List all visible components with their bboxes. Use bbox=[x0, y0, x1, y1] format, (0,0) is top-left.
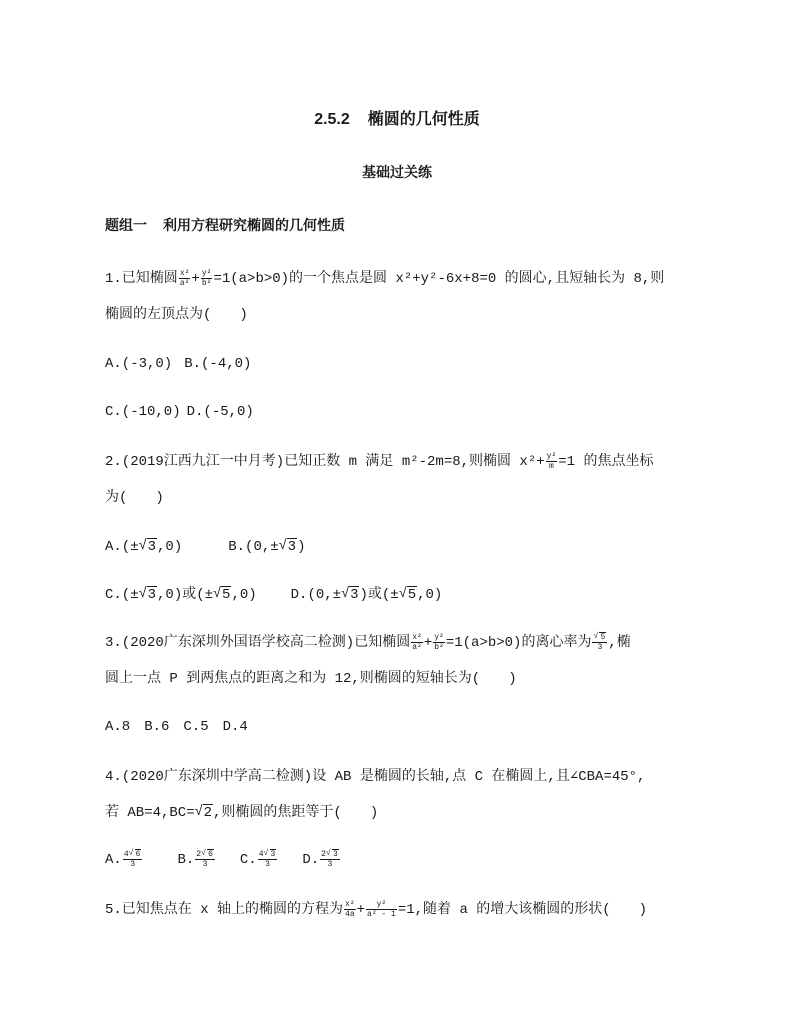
q1-plus: + bbox=[191, 271, 200, 288]
radical-sign: √ bbox=[325, 849, 331, 858]
question-4-line-2 bbox=[105, 803, 378, 823]
q4-c-num bbox=[258, 850, 278, 860]
q4-option-c-fraction bbox=[258, 850, 278, 869]
q1-text-2: =1(a>b>0)的一个焦点是圆 x²+y²-6x+8=0 的圆心,且短轴长为 8,则 bbox=[213, 271, 665, 288]
q3-text-1: 3.(2020广东深圳外国语学校高二检测)已知椭圆 bbox=[105, 635, 411, 652]
q2-d-mid: )或(± bbox=[359, 587, 399, 603]
q1-option-d: D.(-5,0) bbox=[186, 404, 254, 420]
radical-sign: √ bbox=[138, 586, 148, 602]
section-title bbox=[0, 106, 794, 129]
section-title-text: 椭圆的几何性质 bbox=[367, 111, 480, 128]
q4-text-pre: 若 AB=4,BC= bbox=[105, 805, 195, 821]
q4-option-a-fraction bbox=[123, 850, 143, 869]
question-2-options-ab bbox=[105, 537, 305, 557]
q4-d-num bbox=[320, 850, 340, 860]
q4-radicand: 2 bbox=[203, 805, 213, 821]
q5-fraction-y bbox=[366, 900, 397, 919]
q2-c-radicand-2: 5 bbox=[222, 587, 231, 603]
q4-a-den: 3 bbox=[130, 860, 136, 869]
q5-fx-num: x² bbox=[345, 900, 355, 909]
q4-c-den: 3 bbox=[265, 860, 270, 869]
q3-fx-den: a² bbox=[412, 643, 422, 652]
q2-d-radicand-2: 5 bbox=[407, 587, 417, 603]
question-group-heading bbox=[105, 215, 345, 235]
q3-text-2: =1(a>b>0)的离心率为 bbox=[445, 635, 592, 652]
q4-option-b-label: B. bbox=[177, 852, 195, 869]
q5-fy-den: a² - 1 bbox=[367, 910, 396, 919]
q5-text-2: =1,随着 a 的增大该椭圆的形状( ) bbox=[397, 902, 648, 919]
q5-text-1: 5.已知焦点在 x 轴上的椭圆的方程为 bbox=[105, 902, 344, 919]
radical-sign: √ bbox=[263, 849, 269, 858]
q4-d-coef: 2 bbox=[321, 850, 326, 859]
q2-a-radicand: 3 bbox=[147, 539, 157, 555]
radical-sign: √ bbox=[213, 586, 222, 602]
q1-fx-num: x² bbox=[179, 269, 190, 278]
radical-sign: √ bbox=[201, 849, 206, 858]
q4-b-sqrt bbox=[201, 850, 214, 859]
q4-d-radicand: 3 bbox=[332, 850, 338, 859]
q2-fraction bbox=[546, 452, 558, 471]
q2-d-pre: D.(0,± bbox=[290, 587, 342, 603]
question-1-line-2: 椭圆的左顶点为( ) bbox=[105, 307, 248, 323]
q3-fraction-y bbox=[433, 633, 445, 652]
group-text: 利用方程研究椭圆的几何性质 bbox=[163, 217, 345, 233]
question-2-line-2: 为( ) bbox=[105, 490, 164, 506]
section-subtitle: 基础过关练 bbox=[362, 164, 432, 180]
q4-a-num bbox=[123, 850, 143, 860]
q3-eccentricity-fraction bbox=[592, 633, 607, 652]
question-3-line-1 bbox=[105, 633, 631, 653]
q2-d-post: ,0) bbox=[417, 587, 443, 603]
radical-sign: √ bbox=[138, 538, 148, 554]
q4-a-coef: 4 bbox=[123, 850, 129, 859]
question-1-options-ab bbox=[105, 354, 251, 374]
q5-fy-num: y² bbox=[366, 900, 397, 910]
q4-c-sqrt bbox=[264, 850, 277, 859]
q2-b-post: ) bbox=[297, 539, 306, 555]
q2-a-pre: A.(± bbox=[105, 539, 139, 555]
q4-option-c-label: C. bbox=[239, 852, 257, 869]
q4-b-coef: 2 bbox=[196, 850, 202, 859]
q4-c-coef: 4 bbox=[258, 850, 264, 859]
radical-sign: √ bbox=[128, 849, 134, 858]
q2-d-sqrt-1 bbox=[341, 585, 359, 605]
radical-sign: √ bbox=[593, 632, 599, 641]
q3-fraction-x bbox=[411, 633, 423, 652]
question-2-options-cd bbox=[105, 585, 442, 605]
radical-sign: √ bbox=[278, 538, 288, 554]
q4-d-sqrt bbox=[326, 850, 339, 859]
q3-fx-num: x² bbox=[412, 633, 422, 642]
q1-option-c: C.(-10,0) bbox=[105, 404, 181, 420]
radical-sign: √ bbox=[194, 804, 204, 820]
question-4-line-1: 4.(2020广东深圳中学高二检测)设 AB 是椭圆的长轴,点 C 在椭圆上,且∠CBA=45°, bbox=[105, 769, 646, 785]
q4-c-radicand: 3 bbox=[270, 850, 276, 859]
q2-f-num: y² bbox=[546, 452, 557, 461]
q2-c-radicand-1: 3 bbox=[147, 587, 157, 603]
q3-fy-num: y² bbox=[434, 633, 444, 642]
q1-text-1: 1.已知椭圆 bbox=[105, 271, 178, 288]
q3-plus: + bbox=[423, 635, 433, 652]
q3-e-radicand: 5 bbox=[600, 633, 606, 642]
question-5-line-1 bbox=[105, 900, 647, 920]
group-label: 题组一 bbox=[105, 217, 147, 233]
q3-text-3: ,椭 bbox=[608, 635, 631, 652]
q4-text-post: ,则椭圆的焦距等于( ) bbox=[213, 805, 379, 821]
q4-option-d-label: D. bbox=[302, 852, 320, 869]
q5-fx-den: 4a bbox=[345, 910, 355, 919]
q2-c-sqrt-1 bbox=[139, 585, 157, 605]
question-1-line-1 bbox=[105, 269, 664, 289]
question-3-line-2: 圆上一点 P 到两焦点的距离之和为 12,则椭圆的短轴长为( ) bbox=[105, 671, 517, 687]
question-1-options-cd bbox=[105, 402, 254, 422]
q4-b-num bbox=[195, 850, 215, 860]
q2-b-pre: B.(0,± bbox=[228, 539, 279, 555]
q4-d-den: 3 bbox=[327, 860, 333, 869]
q1-fraction-y bbox=[201, 269, 213, 288]
q3-fy-den: b² bbox=[434, 643, 444, 652]
q2-c-mid: ,0)或(± bbox=[157, 587, 214, 603]
q5-plus: + bbox=[356, 902, 366, 919]
q4-option-d-fraction bbox=[320, 850, 340, 869]
question-4-options bbox=[105, 850, 341, 870]
q4-a-sqrt bbox=[129, 850, 142, 859]
q1-option-a: A.(-3,0) bbox=[105, 356, 173, 372]
radical-sign: √ bbox=[398, 586, 408, 602]
q4-b-radicand: 6 bbox=[208, 850, 213, 859]
q2-f-den: m bbox=[549, 462, 554, 471]
q3-e-den: 3 bbox=[597, 643, 603, 652]
q2-b-sqrt bbox=[279, 537, 297, 557]
q2-c-sqrt-2 bbox=[213, 585, 231, 605]
q4-b-den: 3 bbox=[202, 860, 208, 869]
q1-fx-den: a² bbox=[179, 279, 190, 288]
q4-sqrt bbox=[195, 803, 213, 823]
q2-a-sqrt bbox=[139, 537, 157, 557]
q2-b-radicand: 3 bbox=[287, 539, 297, 555]
q3-e-sqrt bbox=[593, 633, 606, 642]
question-2-line-1 bbox=[105, 452, 653, 472]
question-3-options: A.8 B.6 C.5 D.4 bbox=[105, 719, 248, 735]
q2-c-post: ,0) bbox=[231, 587, 257, 603]
q2-text-2: =1 的焦点坐标 bbox=[558, 454, 654, 471]
radical-sign: √ bbox=[341, 586, 350, 602]
q4-option-b-fraction bbox=[195, 850, 215, 869]
q1-fy-num: y² bbox=[201, 269, 212, 278]
q2-text-1: 2.(2019江西九江一中月考)已知正数 m 满足 m²-2m=8,则椭圆 x²+ bbox=[105, 454, 545, 471]
q2-c-pre: C.(± bbox=[105, 587, 139, 603]
q4-option-a-label: A. bbox=[105, 852, 122, 869]
q1-fy-den: b² bbox=[201, 279, 212, 288]
q5-fraction-x bbox=[344, 900, 356, 919]
q1-fraction-x bbox=[179, 269, 191, 288]
q2-d-sqrt-2 bbox=[399, 585, 417, 605]
q3-e-num bbox=[592, 633, 607, 643]
q2-d-radicand-1: 3 bbox=[350, 587, 359, 603]
section-number: 2.5.2 bbox=[314, 111, 350, 128]
q1-option-b: B.(-4,0) bbox=[184, 356, 252, 372]
q2-a-post: ,0) bbox=[157, 539, 183, 555]
q4-a-radicand: 6 bbox=[135, 850, 141, 859]
